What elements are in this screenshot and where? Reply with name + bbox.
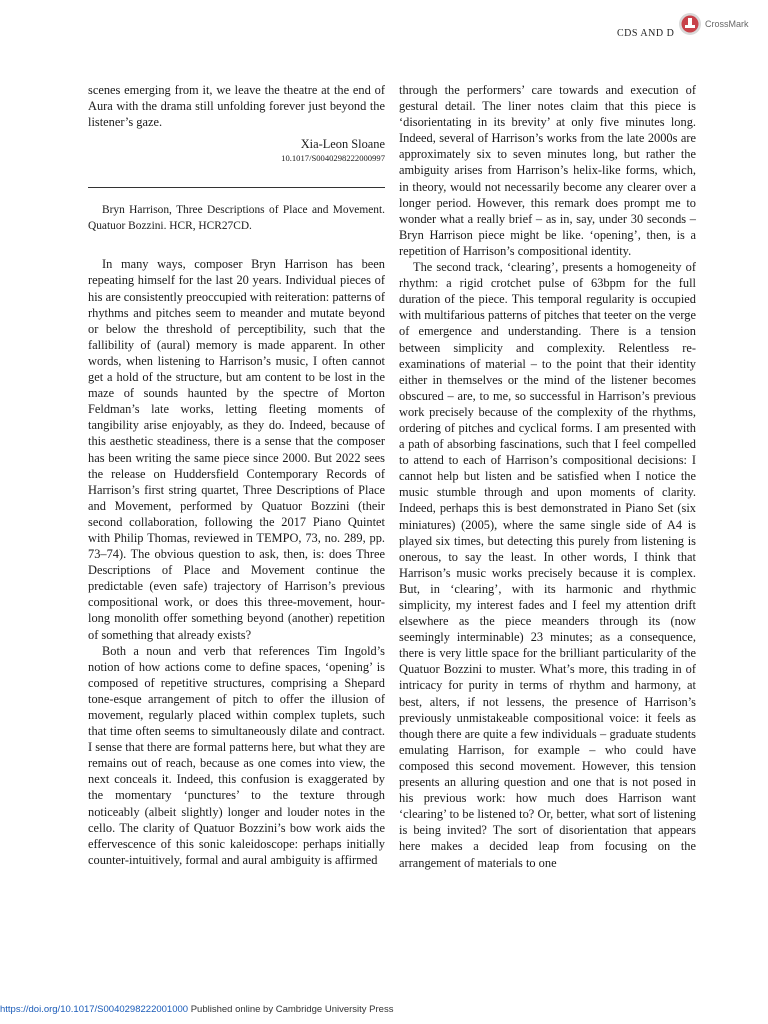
paragraph: The second track, ‘clearing’, presents a homogeneity of rhythm: a rigid crotchet pulse of 63bpm for the full duration of the piece. This temporal regularity is occupied with multifarious patterns of pitches that teeter on the verge of emergence and understanding. There is a tension between simplicity and complexity. Relentless re-examinations of material – to the point that their identity either in themselves or the mind of the listener becomes obscured – are, to me, so successful in Harrison’s previous work precisely because of the complexity of the rhythms, ordering of pitches and cyclical forms. I am presented with a path of absorbing fascinations, such that I feel compelled to attend to each of Harrison’s compositional decisions: I cannot help but listen and be satisfied when I notice the music stumble through and upon moments of clarity. Indeed, perhaps this is best demonstrated in Piano Set (six miniatures) (2005), where the same single side of A4 is played six times, but detecting this purely from listening is onerous, to say the least. In other words, I think that Harrison’s music works precisely because it is complex. But, in ‘clearing’, with its harmonic and rhythmic simplicity, my interest fades and I feel my attention drift elsewhere as the piece meanders through its (now seemingly interminable) 23 minutes; as a consequence, there is very little space for the brilliant particularity of the Quatuor Bozzini to muster. What’s more, this trading in of intricacy for purity in terms of rhythm and harmony, at best, alters, if not lessens, the presence of Harrison’s previously unmistakeable compositional voice: it feels as though there are quite a few individuals – graduate students emulating Harrison, for example – who could have composed this second movement. However, this tension presents an alluring question and one that is not posed in his previous work: how much does Harrison want ‘clearing’ to be listened to? Or, better, what sort of listening is being invited? The sort of disorientation that appears here makes a decided leap from focusing on the arrangement of materials to one — [399, 260, 696, 870]
crossmark-icon — [678, 12, 702, 36]
left-column — [88, 82, 385, 868]
right-column — [399, 82, 696, 871]
crossmark-badge[interactable] — [678, 12, 749, 36]
review-heading: Bryn Harrison, Three Descriptions of Place and Movement. Quatuor Bozzini. HCR, HCR27CD. — [88, 204, 385, 233]
footer-text: Published online by Cambridge University Press — [188, 1004, 394, 1015]
page-footer — [0, 1004, 393, 1015]
paragraph: Both a noun and verb that references Tim Ingold’s notion of how actions come to define spaces, ‘opening’ is composed of repetitive structures, comprising a Shepard tone-esque arrangement of pitch to offer the illusion of movement, regularly placed within complex tuplets, such that time often seems to simultaneously dilate and contract. I sense that there are formal patterns here, but what they are remains out of reach, because as one comes into view, the next conceals it. Indeed, this confusion is exaggerated by the momentary ‘punctures’ to the texture through noticeably (albeit slightly) longer and louder notes in the cello. The clarity of Quatuor Bozzini’s bow work aids the effervescence of this sonic kaleidoscope: perhaps initially counter-intuitively, formal and aural ambiguity is affirmed — [88, 643, 385, 867]
paragraph: In many ways, composer Bryn Harrison has been repeating himself for the last 20 years. Individual pieces of his are consistently preoccupied with reiteration: patterns of rhythms and pitches seem to meander and mutate beyond or below the threshold of perceptibility, such that the fallibility of (aural) memory is made apparent. In other words, when listening to Harrison’s music, I often cannot get a hold of the structure, but am content to be lost in the maze of sounds haunted by the spectre of Morton Feldman’s late works, letting fleeting moments of tangibility arise enjoyably, as they do. Indeed, because of this aesthetic steadiness, there is a sense that the composer has been writing the same piece since 2000. But 2022 sees the release on Huddersfield Contemporary Records of Harrison’s first string quartet, Three Descriptions of Place and Movement, performed by Quatuor Bozzini (their second collaboration, following the 2017 Piano Quintet with Philip Thomas, reviewed in TEMPO, 73, no. 289, pp. 73–74). The obvious question to ask, then, is: does Three Descriptions of Place and Movement continue the predictable (even safe) trajectory of Harrison’s previous compositional work, or does this three-movement, hour-long monolith offer something beyond (another) repetition of something that already exists? — [88, 257, 385, 642]
review-signature — [88, 136, 385, 164]
section-divider — [88, 187, 385, 188]
review-doi: 10.1017/S0040298222000997 — [281, 153, 385, 164]
crossmark-label: CrossMark — [705, 19, 749, 29]
paragraph: scenes emerging from it, we leave the theatre at the end of Aura with the drama still unfolding forever just beyond the listener’s gaze. — [88, 83, 385, 130]
reviewer-name: Xia-Leon Sloane — [300, 137, 385, 152]
paragraph: through the performers’ care towards and execution of gestural detail. The liner notes claim that this piece is ‘disorientating in its brevity’ at only five minutes long. Indeed, several of Harrison’s works from the late 2000s are approximately six to seven minutes long, but rather the ambiguity arises from Harrison’s helix-like forms, which, in theory, would not necessarily become any clearer over a longer period. However, this remark does prompt me to wonder what a really brief – as in, say, under 30 seconds – Bryn Harrison piece might be like. ‘opening’, then, is a repetition of Harrison’s compositional identity. — [399, 83, 696, 258]
running-header: CDS AND D — [617, 28, 675, 39]
doi-link[interactable]: https://doi.org/10.1017/S0040298222001000 — [0, 1004, 189, 1015]
